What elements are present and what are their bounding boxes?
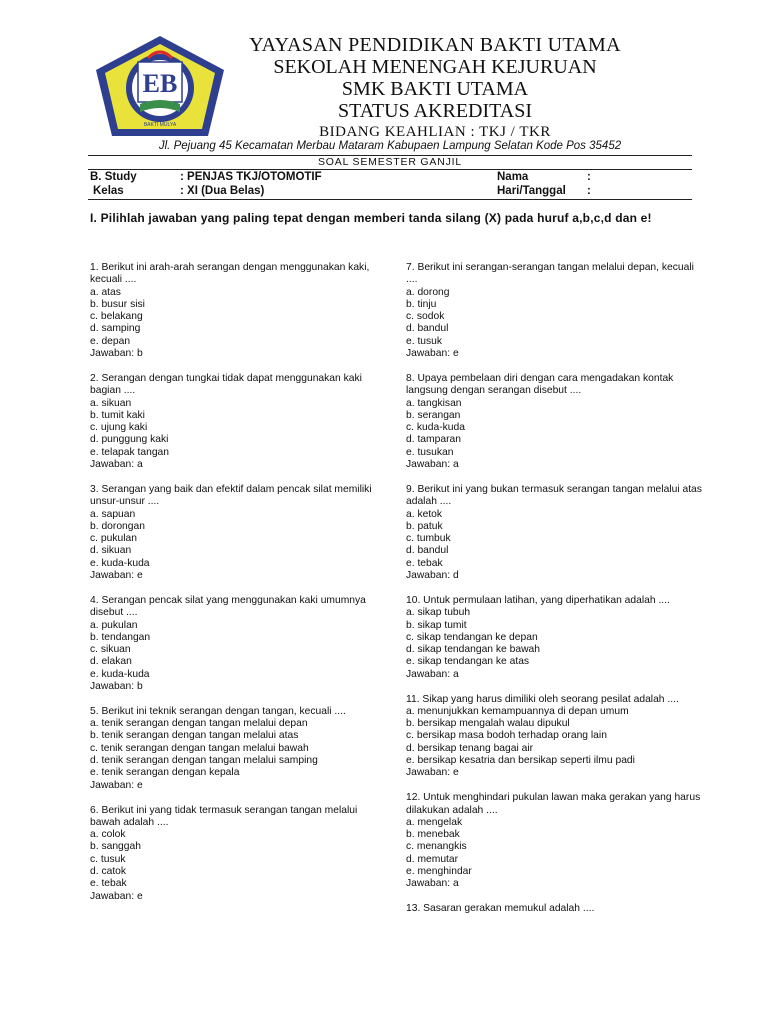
answer: Jawaban: e bbox=[90, 890, 143, 902]
question-2 bbox=[90, 373, 390, 471]
option: e. menghindar bbox=[406, 866, 472, 878]
option: a. sikuan bbox=[90, 397, 132, 409]
instruction: I. Pilihlah jawaban yang paling tepat dengan memberi tanda silang (X) pada huruf a,b,c,d dan e! bbox=[90, 211, 652, 225]
school-logo bbox=[90, 32, 230, 142]
option: c. menangkis bbox=[406, 841, 467, 853]
question-text: 8. Upaya pembelaan diri dengan cara mengadakan kontak langsung dengan serangan disebut .... bbox=[406, 372, 674, 397]
option: e. bersikap kesatria dan bersikap seperti ilmu padi bbox=[406, 755, 635, 767]
study-value: : PENJAS TKJ/OTOMOTIF bbox=[180, 171, 322, 183]
question-10 bbox=[406, 595, 706, 681]
answer: Jawaban: a bbox=[406, 459, 459, 471]
option: a. tangkisan bbox=[406, 397, 462, 409]
option: b. tinju bbox=[406, 298, 437, 310]
option: e. tusuk bbox=[406, 335, 443, 347]
answer: Jawaban: b bbox=[90, 680, 143, 692]
option: e. telapak tangan bbox=[90, 446, 170, 458]
option: a. colok bbox=[90, 829, 126, 841]
option: a. menunjukkan kemampuannya di depan umum bbox=[406, 705, 629, 717]
question-11 bbox=[406, 694, 706, 780]
question-12 bbox=[406, 792, 706, 890]
question-1 bbox=[90, 262, 390, 360]
question-text: 5. Berikut ini teknik serangan dengan tangan, kecuali .... bbox=[90, 705, 346, 717]
date-label: Hari/Tanggal bbox=[497, 185, 566, 197]
name-label: Nama bbox=[497, 171, 529, 183]
right-question-column bbox=[406, 262, 706, 928]
option: e. tebak bbox=[406, 557, 443, 569]
foundation-name: YAYASAN PENDIDIKAN BAKTI UTAMA bbox=[249, 34, 621, 56]
question-4 bbox=[90, 595, 390, 693]
question-text: 11. Sikap yang harus dimiliki oleh seorang pesilat adalah .... bbox=[406, 693, 679, 705]
question-8 bbox=[406, 373, 706, 471]
question-text: 12. Untuk menghindari pukulan lawan maka gerakan yang harus dilakukan adalah .... bbox=[406, 792, 701, 816]
answer: Jawaban: e bbox=[406, 348, 459, 360]
exam-title: SOAL SEMESTER GANJIL bbox=[318, 156, 462, 168]
option: e. tusukan bbox=[406, 446, 454, 458]
logo-motto: BAKTI MULYA bbox=[143, 122, 177, 128]
option: a. pukulan bbox=[90, 619, 138, 631]
option: b. bersikap mengalah walau dipukul bbox=[406, 718, 570, 730]
study-label: B. Study bbox=[90, 171, 137, 183]
question-5 bbox=[90, 706, 390, 792]
question-9 bbox=[406, 484, 706, 582]
accreditation-status: STATUS AKREDITASI bbox=[337, 100, 533, 122]
school-type: SEKOLAH MENENGAH KEJURUAN bbox=[273, 56, 597, 78]
school-address: Jl. Pejuang 45 Kecamatan Merbau Mataram Kabupaen Lampung Selatan Kode Pos 35452 bbox=[158, 140, 622, 152]
option: e. tenik serangan dengan kepala bbox=[90, 767, 240, 779]
option: e. kuda-kuda bbox=[90, 668, 150, 680]
question-text: 4. Serangan pencak silat yang menggunakan kaki umumnya disebut .... bbox=[90, 594, 366, 619]
option: d. elakan bbox=[90, 656, 132, 668]
option: d. sikap tendangan ke bawah bbox=[406, 644, 540, 656]
answer: Jawaban: a bbox=[406, 668, 459, 680]
option: c. belakang bbox=[90, 311, 143, 323]
option: d. memutar bbox=[406, 853, 459, 865]
class-label: Kelas bbox=[93, 185, 124, 197]
question-text: 1. Berikut ini arah-arah serangan dengan menggunakan kaki, kecuali .... bbox=[90, 262, 370, 286]
answer: Jawaban: b bbox=[90, 348, 143, 360]
question-text: 9. Berikut ini yang bukan termasuk serangan tangan melalui atas adalah .... bbox=[406, 483, 702, 508]
option: a. mengelak bbox=[406, 816, 463, 828]
question-3 bbox=[90, 484, 390, 582]
question-text: 10. Untuk permulaan latihan, yang diperhatikan adalah .... bbox=[406, 594, 670, 606]
option: c. tumbuk bbox=[406, 533, 451, 545]
question-7 bbox=[406, 262, 706, 360]
option: d. bandul bbox=[406, 545, 449, 557]
option: d. samping bbox=[90, 323, 141, 335]
option: b. busur sisi bbox=[90, 298, 145, 310]
question-6 bbox=[90, 805, 390, 903]
option: b. menebak bbox=[406, 829, 460, 841]
option: b. tendangan bbox=[90, 631, 151, 643]
option: a. sapuan bbox=[90, 508, 136, 520]
question-text: 3. Serangan yang baik dan efektif dalam pencak silat memiliki unsur-unsur .... bbox=[90, 483, 372, 508]
option: c. bersikap masa bodoh terhadap orang lain bbox=[406, 730, 607, 742]
option: b. dorongan bbox=[90, 520, 145, 532]
question-text: 6. Berikut ini yang tidak termasuk serangan tangan melalui bawah adalah .... bbox=[90, 804, 358, 828]
answer: Jawaban: e bbox=[90, 570, 143, 582]
answer: Jawaban: e bbox=[90, 779, 143, 791]
option: a. sikap tubuh bbox=[406, 607, 471, 619]
field-of-expertise: BIDANG KEAHLIAN : TKJ / TKR bbox=[319, 124, 551, 140]
option: a. tenik serangan dengan tangan melalui depan bbox=[90, 718, 308, 730]
option: d. tamparan bbox=[406, 434, 461, 446]
option: b. tenik serangan dengan tangan melalui atas bbox=[90, 730, 299, 742]
option: e. depan bbox=[90, 335, 131, 347]
option: c. tusuk bbox=[90, 853, 126, 865]
question-text: 13. Sasaran gerakan memukul adalah .... bbox=[406, 903, 595, 915]
class-value: : XI (Dua Belas) bbox=[180, 185, 265, 197]
question-text: 7. Berikut ini serangan-serangan tangan melalui depan, kecuali .... bbox=[406, 262, 694, 286]
left-question-column bbox=[90, 262, 390, 916]
title-divider bbox=[88, 169, 692, 170]
option: d. punggung kaki bbox=[90, 434, 169, 446]
option: c. kuda-kuda bbox=[406, 422, 465, 434]
option: b. patuk bbox=[406, 520, 443, 532]
option: d. bandul bbox=[406, 323, 449, 335]
option: c. ujung kaki bbox=[90, 422, 148, 434]
option: c. sikap tendangan ke depan bbox=[406, 631, 538, 643]
logo-initials: EB bbox=[142, 69, 178, 98]
option: c. pukulan bbox=[90, 533, 137, 545]
info-divider bbox=[88, 199, 692, 200]
option: c. sodok bbox=[406, 311, 445, 323]
option: b. sanggah bbox=[90, 841, 141, 853]
option: d. catok bbox=[90, 866, 127, 878]
name-value: : bbox=[587, 171, 591, 183]
school-name: SMK BAKTI UTAMA bbox=[341, 78, 529, 100]
option: e. kuda-kuda bbox=[90, 557, 150, 569]
option: b. serangan bbox=[406, 409, 461, 421]
answer: Jawaban: e bbox=[406, 767, 459, 779]
option: b. sikap tumit bbox=[406, 619, 467, 631]
option: d. tenik serangan dengan tangan melalui samping bbox=[90, 755, 318, 767]
option: e. sikap tendangan ke atas bbox=[406, 656, 530, 668]
option: e. tebak bbox=[90, 878, 127, 890]
option: a. atas bbox=[90, 286, 121, 298]
answer: Jawaban: d bbox=[406, 570, 459, 582]
option: c. tenik serangan dengan tangan melalui bawah bbox=[90, 742, 309, 754]
option: c. sikuan bbox=[90, 644, 131, 656]
option: b. tumit kaki bbox=[90, 409, 145, 421]
answer: Jawaban: a bbox=[90, 459, 143, 471]
question-text: 2. Serangan dengan tungkai tidak dapat menggunakan kaki bagian .... bbox=[90, 372, 362, 397]
option: d. bersikap tenang bagai air bbox=[406, 742, 534, 754]
question-13 bbox=[406, 903, 706, 915]
option: a. ketok bbox=[406, 508, 443, 520]
answer: Jawaban: a bbox=[406, 878, 459, 890]
option: d. sikuan bbox=[90, 545, 132, 557]
option: a. dorong bbox=[406, 286, 450, 298]
date-value: : bbox=[587, 185, 591, 197]
